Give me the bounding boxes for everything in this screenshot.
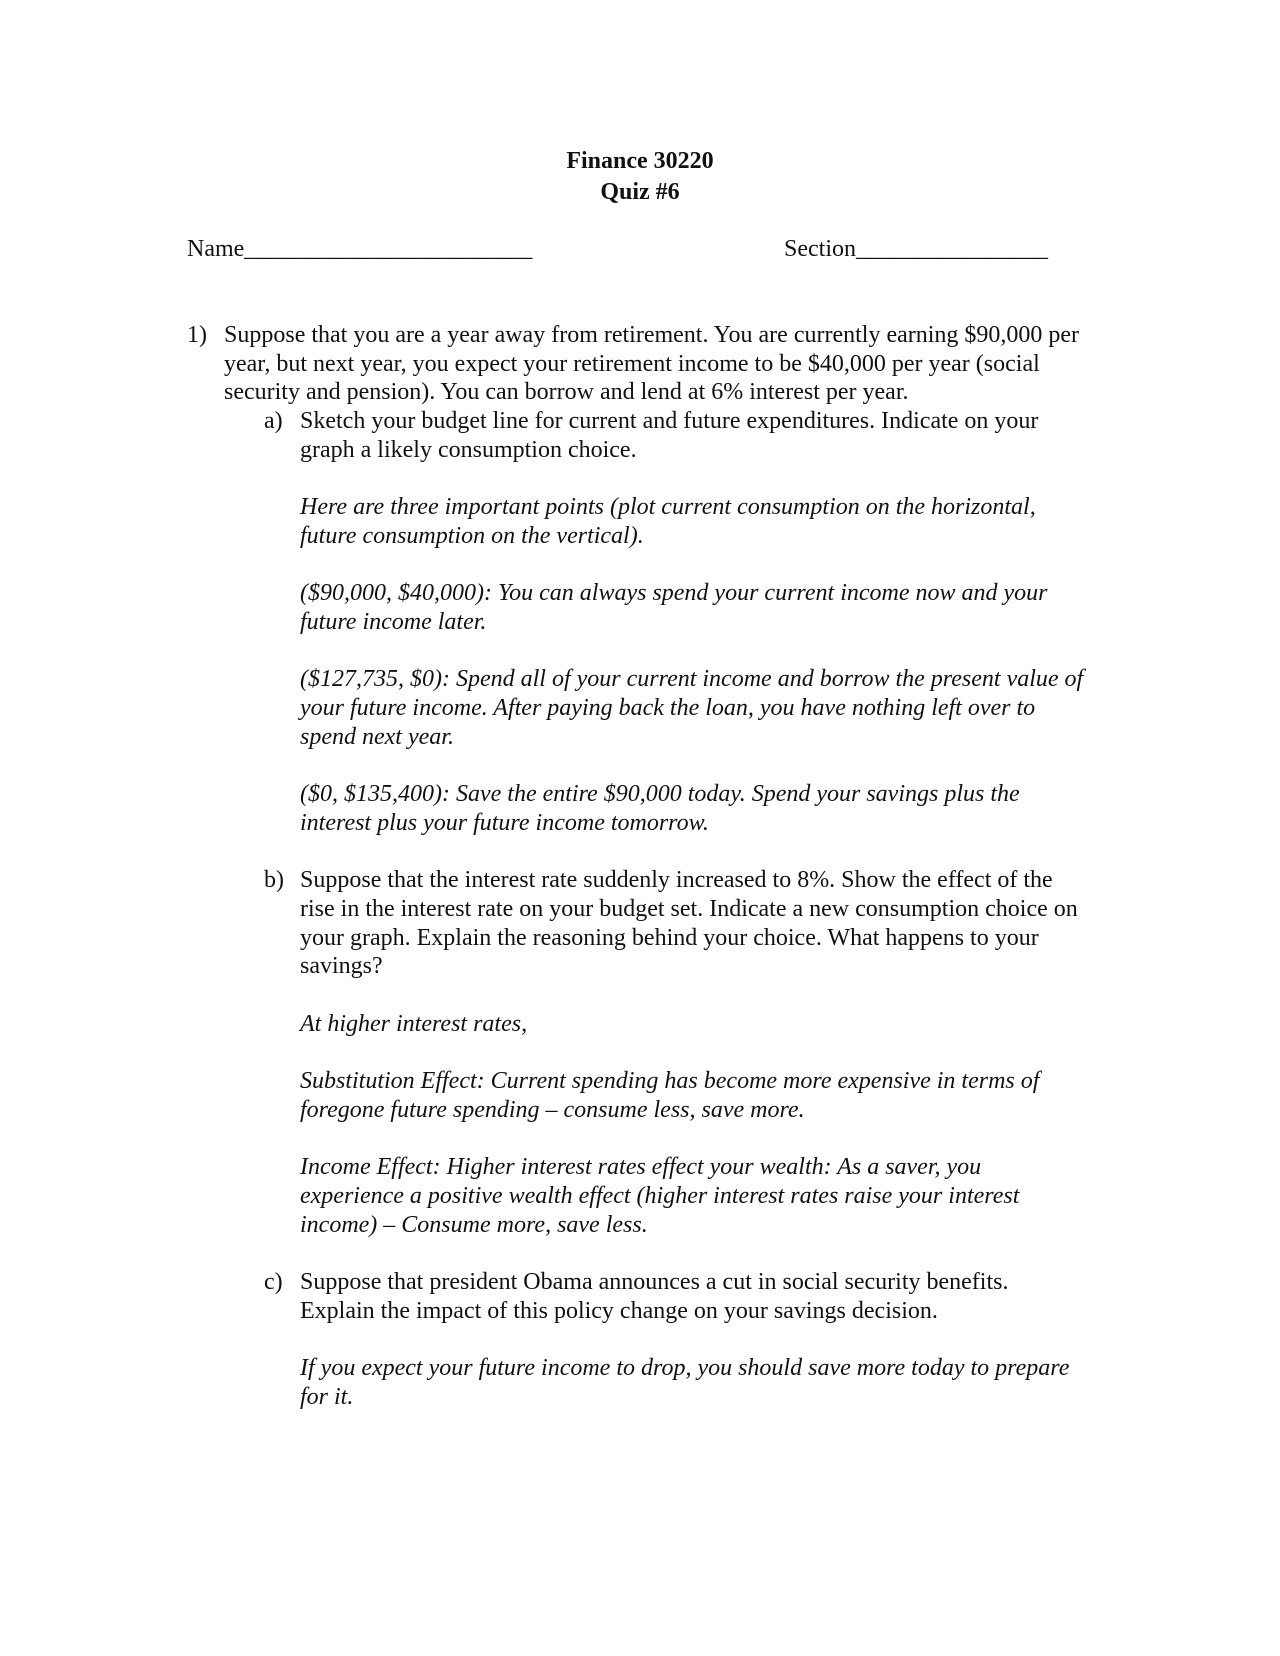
question-1 (187, 321, 1087, 1412)
course-title: Finance 30220 (566, 148, 714, 174)
part-a-answer: ($90,000, $40,000): You can always spend your current income now and your future income later. (300, 580, 1048, 635)
part-label-b: b) (264, 867, 284, 894)
part-b-answer: Income Effect: Higher interest rates effect your wealth: As a saver, you experience a positive wealth effect (higher interest rates raise your interest income) – Consume more, save less. (300, 1154, 1020, 1238)
part-b-prompt: Suppose that the interest rate suddenly increased to 8%. Show the effect of the rise in the interest rate on your budget set. Indicate a new consumption choice on your graph. Explain the reasoning behind your choice. What happens to your savings? (300, 867, 1078, 980)
quiz-title: Quiz #6 (600, 179, 680, 205)
question-number: 1) (187, 322, 207, 348)
name-field[interactable]: Name________________________ (187, 236, 533, 262)
part-label-a: a) (264, 408, 283, 435)
part-b-answer: Substitution Effect: Current spending has become more expensive in terms of foregone future spending – consume less, save more. (300, 1068, 1040, 1123)
part-a (264, 407, 1087, 837)
part-a-answer: Here are three important points (plot current consumption on the horizontal, future consumption on the vertical). (300, 494, 1036, 549)
title-block (0, 146, 1280, 208)
part-a-answer: ($0, $135,400): Save the entire $90,000 today. Spend your savings plus the interest plus your future income tomorrow. (300, 781, 1020, 836)
part-label-c: c) (264, 1269, 283, 1296)
part-c-answer: If you expect your future income to drop, you should save more today to prepare for it. (300, 1355, 1070, 1410)
part-c (264, 1268, 1087, 1412)
part-b (264, 866, 1087, 1239)
question-text: Suppose that you are a year away from retirement. You are currently earning $90,000 per year, but next year, you expect your retirement income to be $40,000 per year (social security and pension). You can borrow and lend at 6% interest per year. (224, 322, 1080, 406)
section-field[interactable]: Section________________ (784, 236, 1048, 262)
part-a-prompt: Sketch your budget line for current and future expenditures. Indicate on your graph a likely consumption choice. (300, 408, 1039, 463)
part-a-answer: ($127,735, $0): Spend all of your current income and borrow the present value of your future income. After paying back the loan, you have nothing left over to spend next year. (300, 666, 1084, 750)
part-b-answer: At higher interest rates, (300, 1010, 528, 1037)
part-c-prompt: Suppose that president Obama announces a cut in social security benefits. Explain the impact of this policy change on your savings decision. (300, 1269, 1009, 1324)
